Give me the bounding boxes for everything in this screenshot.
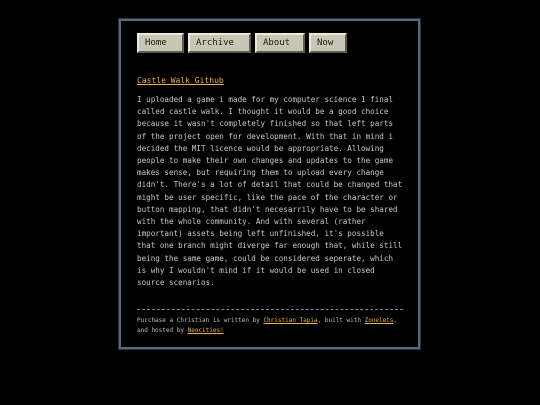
top-nav xyxy=(137,33,347,53)
footer-text-4: and hosted by xyxy=(137,327,188,334)
post-body: I uploaded a game i made for my computer science 1 final called castle walk. I thought it would be a good choice because it wasn't completely finished so that left parts of the project open for development. With that in mind i decided the MIT licence would be appropriate. Allowing people to make their own changes and updates to the game makes sense, but requiring them to upload every change didn't. There's a lot of detail that could be changed that might be user specific, like the pace of the character or button mapping, that didn't necesarrily have to be shared with the whole community. And with several (rather important) assets being left unfinished, it's possible that one branch might diverge far enough that, while still being the same game, could be considered seperate, which is why I wouldn't mind if it would be used in closed source scenarios. xyxy=(137,95,403,288)
nav-archive-button[interactable]: Archive xyxy=(188,33,251,53)
nav-home-button[interactable]: Home xyxy=(137,33,184,53)
author-link[interactable]: Christian Tapia xyxy=(263,317,318,324)
footer-text-2: , built with xyxy=(317,317,365,324)
neocities-link[interactable]: Neocities! xyxy=(187,327,224,334)
nav-about-button[interactable]: About xyxy=(255,33,305,53)
footer-text-3: , xyxy=(393,317,398,324)
footer xyxy=(137,316,407,336)
footer-line-1 xyxy=(137,316,407,326)
nav-now-button[interactable]: Now xyxy=(309,33,347,53)
content-frame xyxy=(119,19,420,349)
zonelets-link[interactable]: Zonelets xyxy=(364,317,394,324)
footer-text-1: Purchase a Christian is written by xyxy=(137,317,264,324)
footer-divider xyxy=(137,309,403,310)
footer-line-2 xyxy=(137,326,407,336)
post-title-link[interactable]: Castle Walk Github xyxy=(137,76,224,85)
